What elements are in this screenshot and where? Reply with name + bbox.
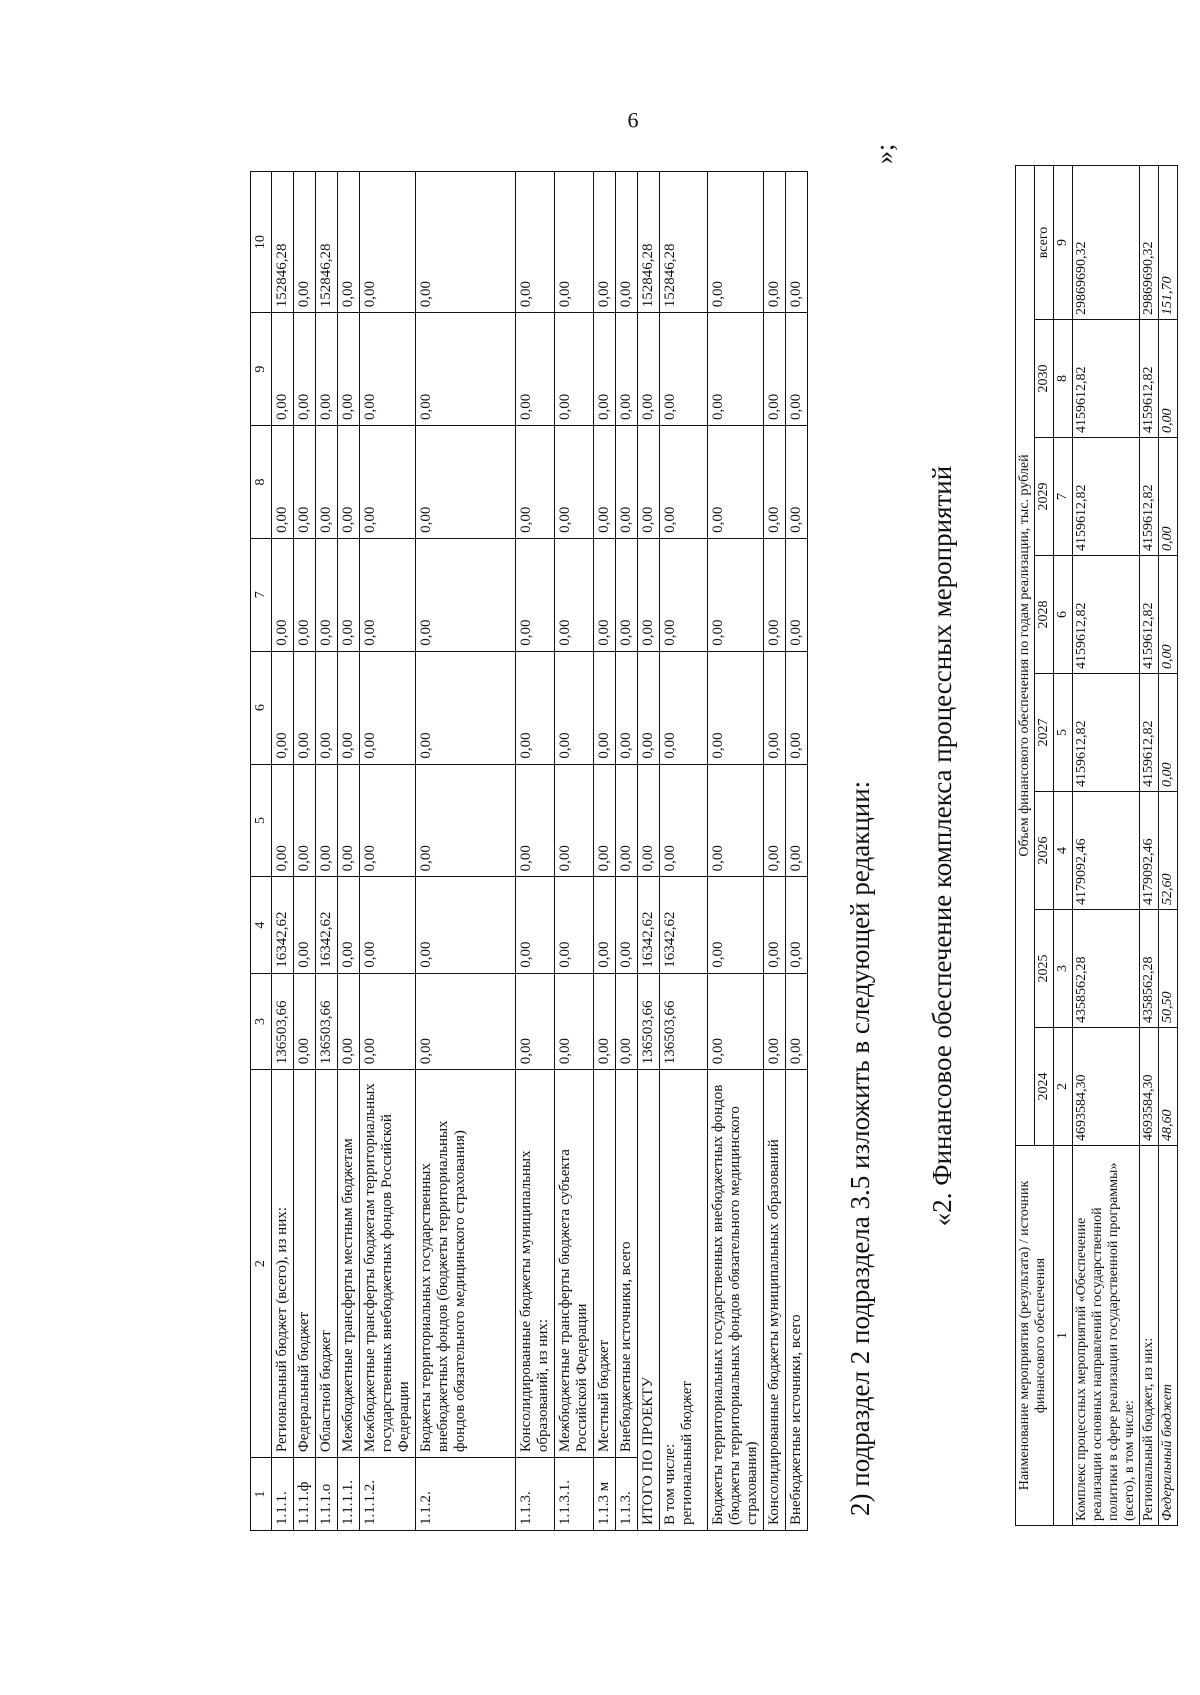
value-cell: 0,00 (1159, 556, 1178, 674)
value-cell: 0,00 (338, 651, 360, 764)
value-cell: 4358562,28 (1073, 910, 1140, 1028)
value-cell: 16342,62 (316, 877, 338, 973)
column-number-row (1054, 165, 1073, 1525)
table-row (316, 172, 338, 1531)
row-code-cell: 1.1.1.о (316, 1458, 338, 1531)
value-cell: 0,00 (638, 764, 660, 877)
value-cell: 0,00 (660, 313, 708, 426)
rotated-landscape-content (80, 80, 1175, 1616)
row-name-cell: Межбюджетные трансферты местным бюджетам (338, 1070, 360, 1458)
value-cell: 0,00 (660, 538, 708, 651)
value-cell: 0,00 (516, 313, 555, 426)
value-cell: 0,00 (594, 313, 616, 426)
value-cell: 0,00 (594, 651, 616, 764)
value-cell: 0,00 (416, 313, 516, 426)
value-cell: 0,00 (786, 313, 808, 426)
value-cell: 0,00 (516, 538, 555, 651)
year-cell: 2025 (1035, 910, 1054, 1028)
value-cell: 0,00 (616, 172, 638, 313)
value-cell: 0,00 (555, 973, 594, 1069)
value-cell: 0,00 (294, 764, 316, 877)
column-number-cell: 2 (1054, 1028, 1073, 1146)
value-cell: 0,00 (616, 426, 638, 539)
value-cell: 0,00 (338, 538, 360, 651)
value-cell: 0,00 (360, 426, 416, 539)
header-cell: 4 (251, 877, 272, 973)
value-cell: 0,00 (638, 313, 660, 426)
row-name-cell: Региональный бюджет, из них: (1140, 1146, 1159, 1526)
row-code-cell: 1.1.3.1. (555, 1458, 594, 1531)
row-name-cell: Местный бюджет (594, 1070, 616, 1458)
value-cell: 0,00 (708, 877, 764, 973)
value-cell: 0,00 (294, 426, 316, 539)
value-cell: 4159612,82 (1073, 556, 1140, 674)
value-cell: 0,00 (1159, 674, 1178, 792)
value-cell: 0,00 (360, 651, 416, 764)
value-cell: 52,60 (1159, 792, 1178, 910)
value-cell: 0,00 (1159, 320, 1178, 438)
value-cell: 0,00 (764, 426, 786, 539)
value-cell: 4693584,30 (1140, 1028, 1159, 1146)
year-cell: 2026 (1035, 792, 1054, 910)
header-cell: 5 (251, 764, 272, 877)
value-cell: 136503,66 (316, 973, 338, 1069)
value-cell: 152846,28 (638, 172, 660, 313)
value-cell: 0,00 (708, 538, 764, 651)
value-cell: 4159612,82 (1140, 674, 1159, 792)
financing-table-process (1015, 165, 1178, 1526)
value-cell: 0,00 (708, 426, 764, 539)
column-number-cell: 5 (1054, 674, 1073, 792)
value-cell: 0,00 (616, 538, 638, 651)
value-cell: 0,00 (294, 877, 316, 973)
value-cell: 0,00 (638, 538, 660, 651)
value-cell: 0,00 (764, 172, 786, 313)
value-cell: 0,00 (338, 877, 360, 973)
page-number: 6 (627, 107, 639, 133)
regional-budget-label: региональный бюджет (679, 1381, 695, 1525)
row-name-cell: Федеральный бюджет (1159, 1146, 1178, 1526)
year-cell: 2027 (1035, 674, 1054, 792)
value-cell: 0,00 (555, 172, 594, 313)
value-cell: 0,00 (764, 538, 786, 651)
total-label-cell: ИТОГО ПО ПРОЕКТУ (638, 1070, 660, 1531)
value-cell: 0,00 (594, 877, 616, 973)
value-cell: 0,00 (708, 973, 764, 1069)
value-cell: 151,70 (1159, 165, 1178, 319)
table-row (294, 172, 316, 1531)
row-name-cell: Межбюджетные трансферты бюджета субъекта Российской Федерации (555, 1070, 594, 1458)
value-cell: 0,00 (555, 538, 594, 651)
table-header-row (1016, 165, 1035, 1525)
value-cell: 0,00 (316, 764, 338, 877)
header-cell: 1 (251, 1458, 272, 1531)
value-cell: 0,00 (616, 764, 638, 877)
row-name-cell: Консолидированные бюджеты муниципальных образований (764, 1070, 786, 1531)
row-name-cell: Бюджеты территориальных государственных внебюджетных фондов (бюджеты территориальных фондов обязательного медицинского страхования) (708, 1070, 764, 1531)
value-cell: 136503,66 (638, 973, 660, 1069)
value-cell: 0,00 (416, 764, 516, 877)
value-cell: 136503,66 (272, 973, 294, 1069)
including-label: В том числе: (662, 1443, 678, 1525)
table-row (516, 172, 555, 1531)
value-cell: 0,00 (294, 651, 316, 764)
table-row (764, 172, 786, 1531)
header-cell: 9 (251, 313, 272, 426)
value-cell: 0,00 (764, 877, 786, 973)
row-name-cell: Межбюджетные трансферты бюджетам территориальных государственных внебюджетных фондов Российской Федерации (360, 1070, 416, 1458)
value-cell: 0,00 (338, 313, 360, 426)
row-code-cell: 1.1.3. (516, 1458, 555, 1531)
table-row (616, 172, 638, 1531)
value-cell: 0,00 (594, 172, 616, 313)
row-name-cell: Областной бюджет (316, 1070, 338, 1458)
amendment-paragraph: 2) подраздел 2 подраздела 3.5 изложить в следующей редакции: (845, 780, 875, 1516)
value-cell: 16342,62 (638, 877, 660, 973)
table-row (555, 172, 594, 1531)
value-cell: 136503,66 (660, 973, 708, 1069)
value-cell: 0,00 (416, 172, 516, 313)
row-code-cell: 1.1.1.1. (338, 1458, 360, 1531)
value-cell: 0,00 (294, 172, 316, 313)
column-number-cell: 4 (1054, 792, 1073, 910)
value-cell: 4159612,82 (1073, 674, 1140, 792)
value-cell: 0,00 (360, 313, 416, 426)
value-cell: 0,00 (555, 877, 594, 973)
value-cell: 0,00 (594, 538, 616, 651)
value-cell: 0,00 (786, 426, 808, 539)
value-cell: 0,00 (516, 651, 555, 764)
value-cell: 4159612,82 (1140, 438, 1159, 556)
table-row (338, 172, 360, 1531)
value-cell: 0,00 (594, 426, 616, 539)
value-cell: 152846,28 (660, 172, 708, 313)
value-cell: 0,00 (555, 651, 594, 764)
value-cell: 0,00 (516, 426, 555, 539)
value-cell: 4358562,28 (1140, 910, 1159, 1028)
value-cell: 0,00 (638, 426, 660, 539)
value-cell: 0,00 (338, 172, 360, 313)
value-cell: 0,00 (660, 764, 708, 877)
table-body (1073, 165, 1178, 1525)
row-code-cell: 1.1.1. (272, 1458, 294, 1531)
row-code-cell: 1.1.1.ф (294, 1458, 316, 1531)
value-cell: 0,00 (555, 426, 594, 539)
value-cell: 0,00 (272, 313, 294, 426)
value-cell: 0,00 (786, 877, 808, 973)
value-cell: 0,00 (360, 764, 416, 877)
value-cell: 0,00 (360, 172, 416, 313)
value-cell: 0,00 (708, 172, 764, 313)
column-number-cell: 9 (1054, 165, 1073, 319)
column-number-cell: 8 (1054, 320, 1073, 438)
value-cell: 29869690,32 (1073, 165, 1140, 319)
value-cell: 0,00 (616, 651, 638, 764)
value-cell: 0,00 (594, 764, 616, 877)
regional-label-cell (660, 1070, 708, 1531)
value-cell: 16342,62 (660, 877, 708, 973)
header-cell: 8 (251, 426, 272, 539)
header-cell: 6 (251, 651, 272, 764)
value-cell: 16342,62 (272, 877, 294, 973)
value-cell: 0,00 (516, 172, 555, 313)
value-cell: 152846,28 (316, 172, 338, 313)
table-row (416, 172, 516, 1531)
value-cell: 0,00 (764, 764, 786, 877)
row-name-cell: Бюджеты территориальных государственных внебюджетных фондов (бюджеты территориальных фондов обязательного медицинского страхования) (416, 1070, 516, 1458)
table-row (1073, 165, 1140, 1525)
row-name-cell: Комплекс процессных мероприятий «Обеспечение реализации основных направлений государственной политики в сфере реализации государственной программы» (всего), в том числе: (1073, 1146, 1140, 1526)
value-cell: 0,00 (316, 538, 338, 651)
value-cell: 0,00 (786, 764, 808, 877)
column-number-cell: 6 (1054, 556, 1073, 674)
value-cell: 0,00 (786, 538, 808, 651)
value-cell: 0,00 (338, 426, 360, 539)
table-body (272, 172, 808, 1531)
value-cell: 0,00 (555, 313, 594, 426)
value-cell: 0,00 (316, 426, 338, 539)
value-cell: 0,00 (416, 877, 516, 973)
value-cell: 0,00 (272, 426, 294, 539)
value-cell: 4159612,82 (1073, 320, 1140, 438)
value-cell: 0,00 (660, 651, 708, 764)
table-row (360, 172, 416, 1531)
table-row (1140, 165, 1159, 1525)
value-cell: 0,00 (786, 651, 808, 764)
row-name-cell: Внебюджетные источники, всего (616, 1070, 638, 1458)
table-row (594, 172, 616, 1531)
row-name-cell: Региональный бюджет (всего), из них: (272, 1070, 294, 1458)
year-cell: 2030 (1035, 320, 1054, 438)
table-row (708, 172, 764, 1531)
value-cell: 0,00 (360, 877, 416, 973)
row-code-cell: 1.1.1.2. (360, 1458, 416, 1531)
year-cell: 2029 (1035, 438, 1054, 556)
row-code-cell: 1.1.3. (616, 1458, 638, 1531)
column-number-cell: 7 (1054, 438, 1073, 556)
table-header-row (251, 172, 272, 1531)
value-cell: 0,00 (416, 973, 516, 1069)
row-name-cell: Консолидированные бюджеты муниципальных образований, из них: (516, 1070, 555, 1458)
value-cell: 0,00 (416, 538, 516, 651)
value-cell: 0,00 (764, 973, 786, 1069)
value-cell: 0,00 (708, 764, 764, 877)
value-cell: 0,00 (516, 973, 555, 1069)
header-name-cell: Наименование мероприятия (результата) / источник финансового обеспечения (1016, 1146, 1054, 1526)
value-cell: 0,00 (1159, 438, 1178, 556)
column-number-cell: 1 (1054, 1146, 1073, 1526)
value-cell: 0,00 (316, 651, 338, 764)
value-cell: 0,00 (272, 651, 294, 764)
value-cell: 0,00 (294, 538, 316, 651)
value-cell: 0,00 (708, 651, 764, 764)
year-cell: 2028 (1035, 556, 1054, 674)
value-cell: 48,60 (1159, 1028, 1178, 1146)
value-cell: 0,00 (516, 877, 555, 973)
year-cell: 2024 (1035, 1028, 1054, 1146)
section-heading: «2. Финансовое обеспечение комплекса процессных мероприятий (927, 465, 957, 1227)
value-cell: 0,00 (786, 973, 808, 1069)
value-cell: 0,00 (764, 313, 786, 426)
value-cell: 0,00 (616, 973, 638, 1069)
value-cell: 0,00 (638, 651, 660, 764)
value-cell: 4179092,46 (1140, 792, 1159, 910)
value-cell: 0,00 (786, 172, 808, 313)
row-code-cell: 1.1.2. (416, 1458, 516, 1531)
value-cell: 0,00 (338, 973, 360, 1069)
value-cell: 0,00 (360, 538, 416, 651)
value-cell: 29869690,32 (1140, 165, 1159, 319)
year-cell: всего (1035, 165, 1054, 319)
table-row (1159, 165, 1178, 1525)
table-row (786, 172, 808, 1531)
value-cell: 0,00 (616, 877, 638, 973)
header-cell: 3 (251, 973, 272, 1069)
table-row (272, 172, 294, 1531)
value-cell: 0,00 (360, 973, 416, 1069)
value-cell: 4159612,82 (1140, 556, 1159, 674)
row-code-cell: 1.1.3 м (594, 1458, 616, 1531)
value-cell: 4159612,82 (1073, 438, 1140, 556)
value-cell: 0,00 (272, 538, 294, 651)
value-cell: 0,00 (416, 651, 516, 764)
value-cell: 0,00 (294, 313, 316, 426)
closing-quote: »; (870, 143, 899, 164)
value-cell: 0,00 (416, 426, 516, 539)
value-cell: 0,00 (294, 973, 316, 1069)
value-cell: 50,50 (1159, 910, 1178, 1028)
header-cell: 7 (251, 538, 272, 651)
value-cell: 0,00 (616, 313, 638, 426)
header-cell: 2 (251, 1070, 272, 1458)
value-cell: 0,00 (272, 764, 294, 877)
column-number-cell: 3 (1054, 910, 1073, 1028)
value-cell: 0,00 (660, 426, 708, 539)
header-cell: 10 (251, 172, 272, 313)
financing-table-project (250, 171, 808, 1531)
regional-budget-row (660, 172, 708, 1531)
value-cell: 0,00 (316, 313, 338, 426)
header-group-cell: Объем финансового обеспечения по годам реализации, тыс. рублей (1016, 165, 1035, 1145)
value-cell: 4159612,82 (1140, 320, 1159, 438)
value-cell: 0,00 (708, 313, 764, 426)
value-cell: 0,00 (555, 764, 594, 877)
row-name-cell: Федеральный бюджет (294, 1070, 316, 1458)
row-name-cell: Внебюджетные источники, всего (786, 1070, 808, 1531)
total-row (638, 172, 660, 1531)
value-cell: 4693584,30 (1073, 1028, 1140, 1146)
value-cell: 0,00 (594, 973, 616, 1069)
value-cell: 152846,28 (272, 172, 294, 313)
value-cell: 4179092,46 (1073, 792, 1140, 910)
value-cell: 0,00 (764, 651, 786, 764)
value-cell: 0,00 (516, 764, 555, 877)
value-cell: 0,00 (338, 764, 360, 877)
